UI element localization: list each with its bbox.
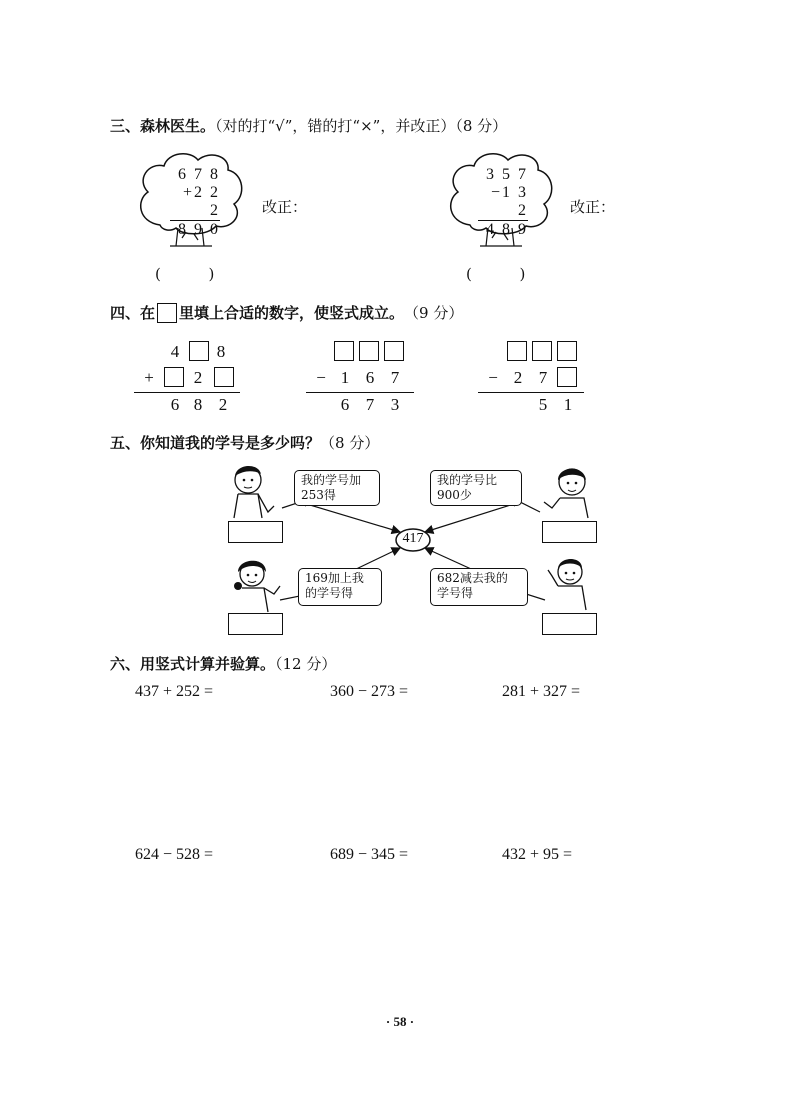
digit: 5 xyxy=(538,395,548,414)
section3-heading: 三、森林医生。（对的打“√”，错的打“×”，并改正）（8 分） xyxy=(110,117,508,135)
section3-instruction: （对的打“√”，错的打“×”，并改正）（8 分） xyxy=(215,117,508,135)
digit: 2 xyxy=(193,368,203,387)
section6-heading: 六、用竖式计算并验算。（12 分） xyxy=(110,655,337,673)
expression: 360 − 273 = xyxy=(330,683,409,700)
answer-box-top-left[interactable] xyxy=(228,521,283,543)
operator: − xyxy=(316,368,326,387)
tree1-calculation: 6 7 8 +2 2 2 8 9 0 xyxy=(170,166,220,239)
speech-bubble-top-left: 我的学号加 253得 xyxy=(294,470,380,506)
digit: 4 xyxy=(170,342,180,361)
operator: − xyxy=(488,368,498,387)
digit: 1 xyxy=(563,395,573,414)
correction-label-1: 改正： xyxy=(262,198,308,216)
digit: 6 xyxy=(170,395,180,414)
speech-bubble-bottom-left: 169加上我 的学号得 xyxy=(298,568,382,606)
judgement-parentheses-1[interactable]: ( ) xyxy=(155,265,215,283)
section5-heading: 五、你知道我的学号是多少吗？（8 分） xyxy=(110,434,380,452)
expression: 437 + 252 = xyxy=(135,683,214,700)
girl-pointing-illustration xyxy=(538,462,598,520)
answer-box-bottom-right[interactable] xyxy=(542,613,597,635)
boy-pointing-illustration xyxy=(540,554,600,612)
answer-box-top-right[interactable] xyxy=(542,521,597,543)
digit: 3 xyxy=(390,395,400,414)
digit: 8 xyxy=(193,395,203,414)
expression: 432 + 95 = xyxy=(502,846,573,863)
expression: 624 − 528 = xyxy=(135,846,214,863)
girl-illustration xyxy=(228,556,288,614)
operator: + xyxy=(144,368,154,387)
boy-thinking-illustration xyxy=(224,460,284,520)
answer-box-bottom-left[interactable] xyxy=(228,613,283,635)
expression: 281 + 327 = xyxy=(502,683,581,700)
judgement-parentheses-2[interactable]: ( ) xyxy=(466,265,526,283)
digit: 7 xyxy=(390,368,400,387)
speech-bubble-bottom-right: 682减去我的 学号得 xyxy=(430,568,528,606)
speech-bubble-top-right: 我的学号比 900少 xyxy=(430,470,522,506)
digit: 2 xyxy=(218,395,228,414)
tree2-calculation: 3 5 7 −1 3 2 4 8 9 xyxy=(478,166,528,239)
digit: 6 xyxy=(340,395,350,414)
expression: 689 − 345 = xyxy=(330,846,409,863)
page-number: · 58 · xyxy=(385,1014,415,1029)
digit: 7 xyxy=(538,368,548,387)
section4-heading: 四、在 里填上合适的数字，使竖式成立。 （9 分） xyxy=(110,304,464,322)
digit: 7 xyxy=(365,395,375,414)
digit: 2 xyxy=(513,368,523,387)
correction-label-2: 改正： xyxy=(570,198,616,216)
digit: 8 xyxy=(216,342,226,361)
digit: 6 xyxy=(365,368,375,387)
center-number: 417 xyxy=(402,531,424,546)
digit: 1 xyxy=(340,368,350,387)
